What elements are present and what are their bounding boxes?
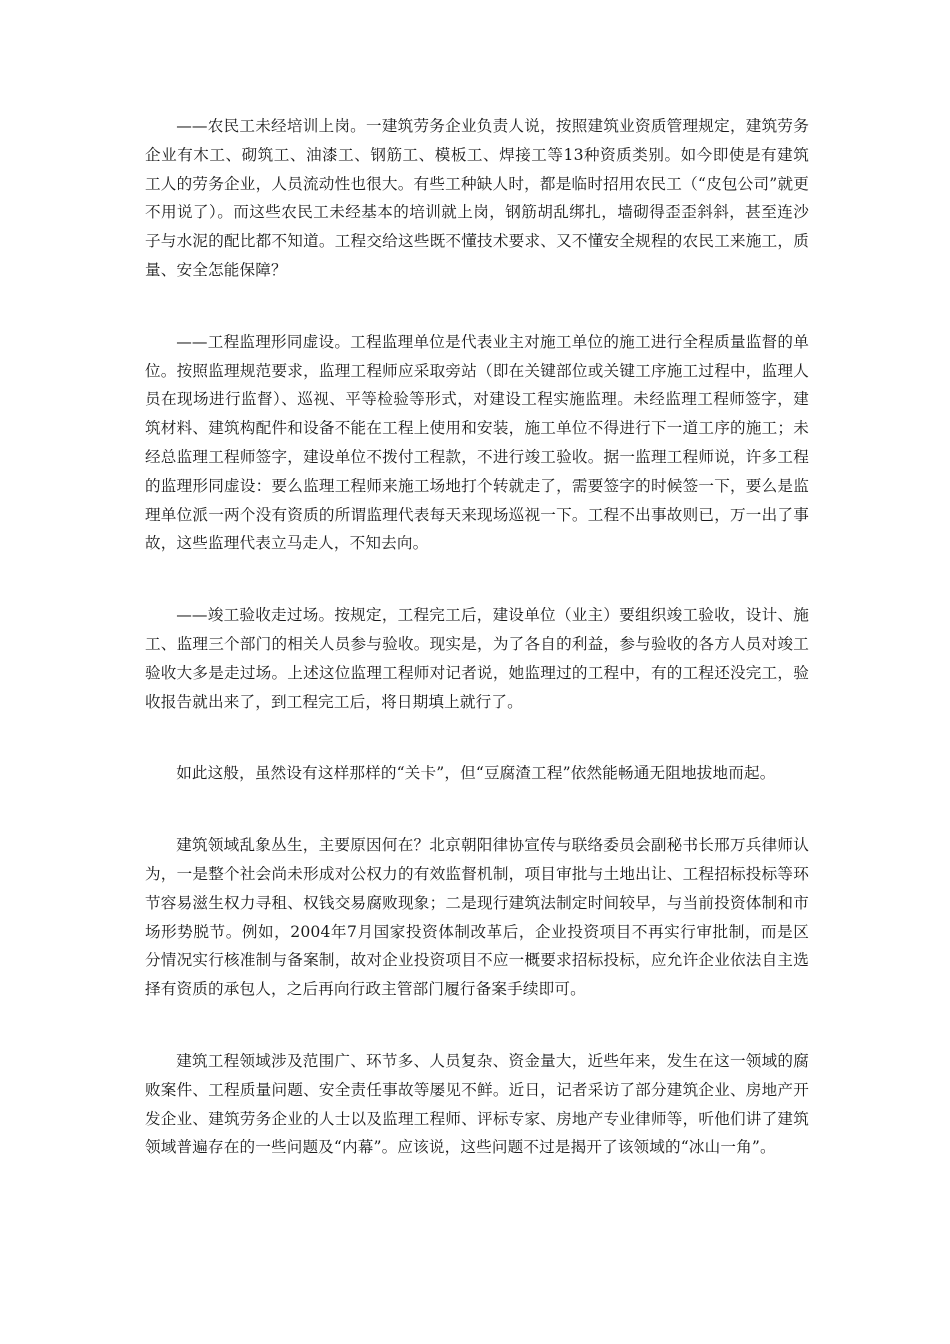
paragraph-acceptance: ——竣工验收走过场。按规定，工程完工后，建设单位（业主）要组织竣工验收，设计、施工、监理三个部门的相关人员参与验收。现实是，为了各自的利益，参与验收的各方人员对竣工验收大多是走过场。上述这位监理工程师对记者说，她监理过的工程中，有的工程还没完工，验收报告就出来了，到工程完工后，将日期填上就行了。 <box>145 606 809 711</box>
document-body <box>145 112 809 1162</box>
paragraph-supervision: ——工程监理形同虚设。工程监理单位是代表业主对施工单位的施工进行全程质量监督的单位。按照监理规范要求，监理工程师应采取旁站（即在关键部位或关键工序施工过程中，监理人员在现场进行监督）、巡视、平等检验等形式，对建设工程实施监理。未经监理工程师签字，建筑材料、建筑构配件和设备不能在工程上使用和安装，施工单位不得进行下一道工序的施工；未经总监理工程师签字，建设单位不拨付工程款，不进行竣工验收。据一监理工程师说，许多工程的监理形同虚设：要么监理工程师来施工场地打个转就走了，需要签字的时候签一下，要么是监理单位派一两个没有资质的所谓监理代表每天来现场巡视一下。工程不出事故则已，万一出了事故，这些监理代表立马走人，不知去向。 <box>145 332 809 553</box>
paragraph-spacer <box>145 788 809 831</box>
paragraph-summary: 如此这般，虽然设有这样那样的“关卡”，但“豆腐渣工程”依然能畅通无阻地拔地而起。 <box>176 764 776 783</box>
paragraph-overview: 建筑工程领域涉及范围广、环节多、人员复杂、资金量大，近些年来，发生在这一领域的腐败案件、工程质量问题、安全责任事故等屡见不鲜。近日，记者采访了部分建筑企业、房地产开发企业、建筑劳务企业的人士以及监理工程师、评标专家、房地产专业律师等，听他们讲了建筑领域普遍存在的一些问题及“内幕”。应该说，这些问题不过是揭开了该领域的“冰山一角”。 <box>145 1051 809 1157</box>
paragraph-spacer <box>145 1004 809 1047</box>
paragraph-spacer <box>145 558 809 601</box>
paragraph-spacer <box>145 285 809 328</box>
paragraph-causes: 建筑领域乱象丛生，主要原因何在？北京朝阳律协宣传与联络委员会副秘书长邢万兵律师认为，一是整个社会尚未形成对公权力的有效监督机制，项目审批与土地出让、工程招标投标等环节容易滋生权力寻租、权钱交易腐败现象；二是现行建筑法制定时间较早，与当前投资体制和市场形势脱节。例如，2004年7月国家投资体制改革后，企业投资项目不再实行审批制，而是区分情况实行核准制与备案制，故对企业投资项目不应一概要求招标投标，应允许企业依法自主选择有资质的承包人，之后再向行政主管部门履行备案手续即可。 <box>145 836 809 999</box>
paragraph-untrained-workers: ——农民工未经培训上岗。一建筑劳务企业负责人说，按照建筑业资质管理规定，建筑劳务企业有木工、砌筑工、油漆工、钢筋工、模板工、焊接工等13种资质类别。如今即使是有建筑工人的劳务企业，人员流动性也很大。有些工种缺人时，都是临时招用农民工（“皮包公司”就更不用说了）。而这些农民工未经基本的培训就上岗，钢筋胡乱绑扎，墙砌得歪歪斜斜，甚至连沙子与水泥的配比都不知道。工程交给这些既不懂技术要求、又不懂安全规程的农民工来施工，质量、安全怎能保障？ <box>145 117 809 279</box>
paragraph-spacer <box>145 716 809 759</box>
